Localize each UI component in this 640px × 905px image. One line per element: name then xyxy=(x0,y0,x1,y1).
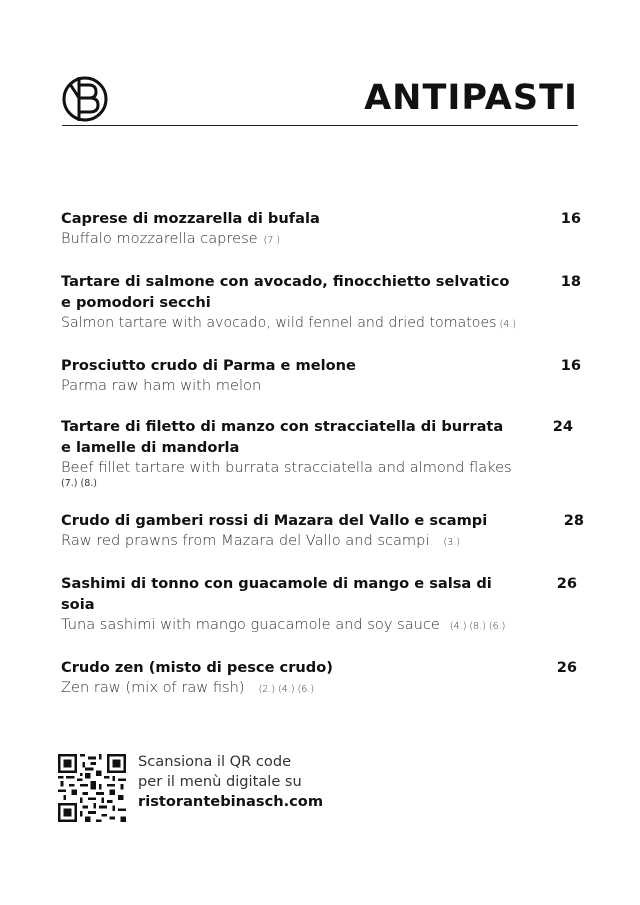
website-link[interactable]: ristorantebinasch.com xyxy=(138,793,324,810)
qr-section xyxy=(58,752,323,824)
item-allergens: (4.) (8.) (6.) xyxy=(449,621,506,632)
menu-list xyxy=(61,208,584,720)
menu-item xyxy=(61,510,584,553)
item-price: 18 xyxy=(560,273,581,290)
item-name: Crudo di gamberi rossi di Mazara del Vallo e scampi xyxy=(61,512,488,529)
restaurant-logo xyxy=(62,74,108,124)
item-price: 16 xyxy=(560,210,581,227)
item-description: Salmon tartare with avocado, wild fennel and dried tomatoes xyxy=(61,315,497,331)
item-allergens: (7.) (8.) xyxy=(61,478,97,489)
item-name: Prosciutto crudo di Parma e melone xyxy=(61,357,356,374)
header-divider xyxy=(62,125,578,126)
menu-item xyxy=(61,657,581,700)
item-price: 24 xyxy=(552,418,573,435)
page-title: ANTIPASTI xyxy=(364,78,578,118)
item-allergens: (7.) xyxy=(263,235,281,246)
item-name: Caprese di mozzarella di bufala xyxy=(61,210,320,227)
item-name: Crudo zen (misto di pesce crudo) xyxy=(61,659,333,676)
qr-caption xyxy=(138,752,323,812)
item-price: 28 xyxy=(563,512,584,529)
item-name: Tartare di salmone con avocado, finocchietto selvatico e pomodori secchi xyxy=(61,273,510,311)
item-name: Tartare di filetto di manzo con stracciatella di burrata e lamelle di mandorla xyxy=(61,418,504,456)
item-description: Zen raw (mix of raw fish) xyxy=(61,679,245,696)
item-allergens: (3.) xyxy=(443,537,460,548)
menu-item xyxy=(61,573,581,637)
item-name: Sashimi di tonno con guacamole di mango e salsa di soia xyxy=(61,575,492,613)
item-description: Raw red prawns from Mazara del Vallo and scampi xyxy=(61,532,430,549)
menu-item xyxy=(61,416,581,490)
qr-code-icon[interactable] xyxy=(58,752,126,824)
item-description: Buffalo mozzarella caprese xyxy=(61,230,258,247)
item-price: 26 xyxy=(556,575,577,592)
item-price: 16 xyxy=(560,357,581,374)
item-allergens: (2.) (4.) (6.) xyxy=(258,684,315,695)
menu-item xyxy=(61,355,581,396)
item-description: Beef fillet tartare with burrata stracciatella and almond flakes xyxy=(61,459,512,476)
menu-item xyxy=(61,271,581,335)
menu-item xyxy=(61,208,581,251)
item-description: Tuna sashimi with mango guacamole and soy sauce xyxy=(61,616,440,633)
qr-line-2: per il menù digitale su xyxy=(138,773,302,790)
qr-line-1: Scansiona il QR code xyxy=(138,753,292,770)
item-price: 26 xyxy=(556,659,577,676)
item-allergens: (4.) xyxy=(499,319,517,330)
item-description: Parma raw ham with melon xyxy=(61,377,262,394)
